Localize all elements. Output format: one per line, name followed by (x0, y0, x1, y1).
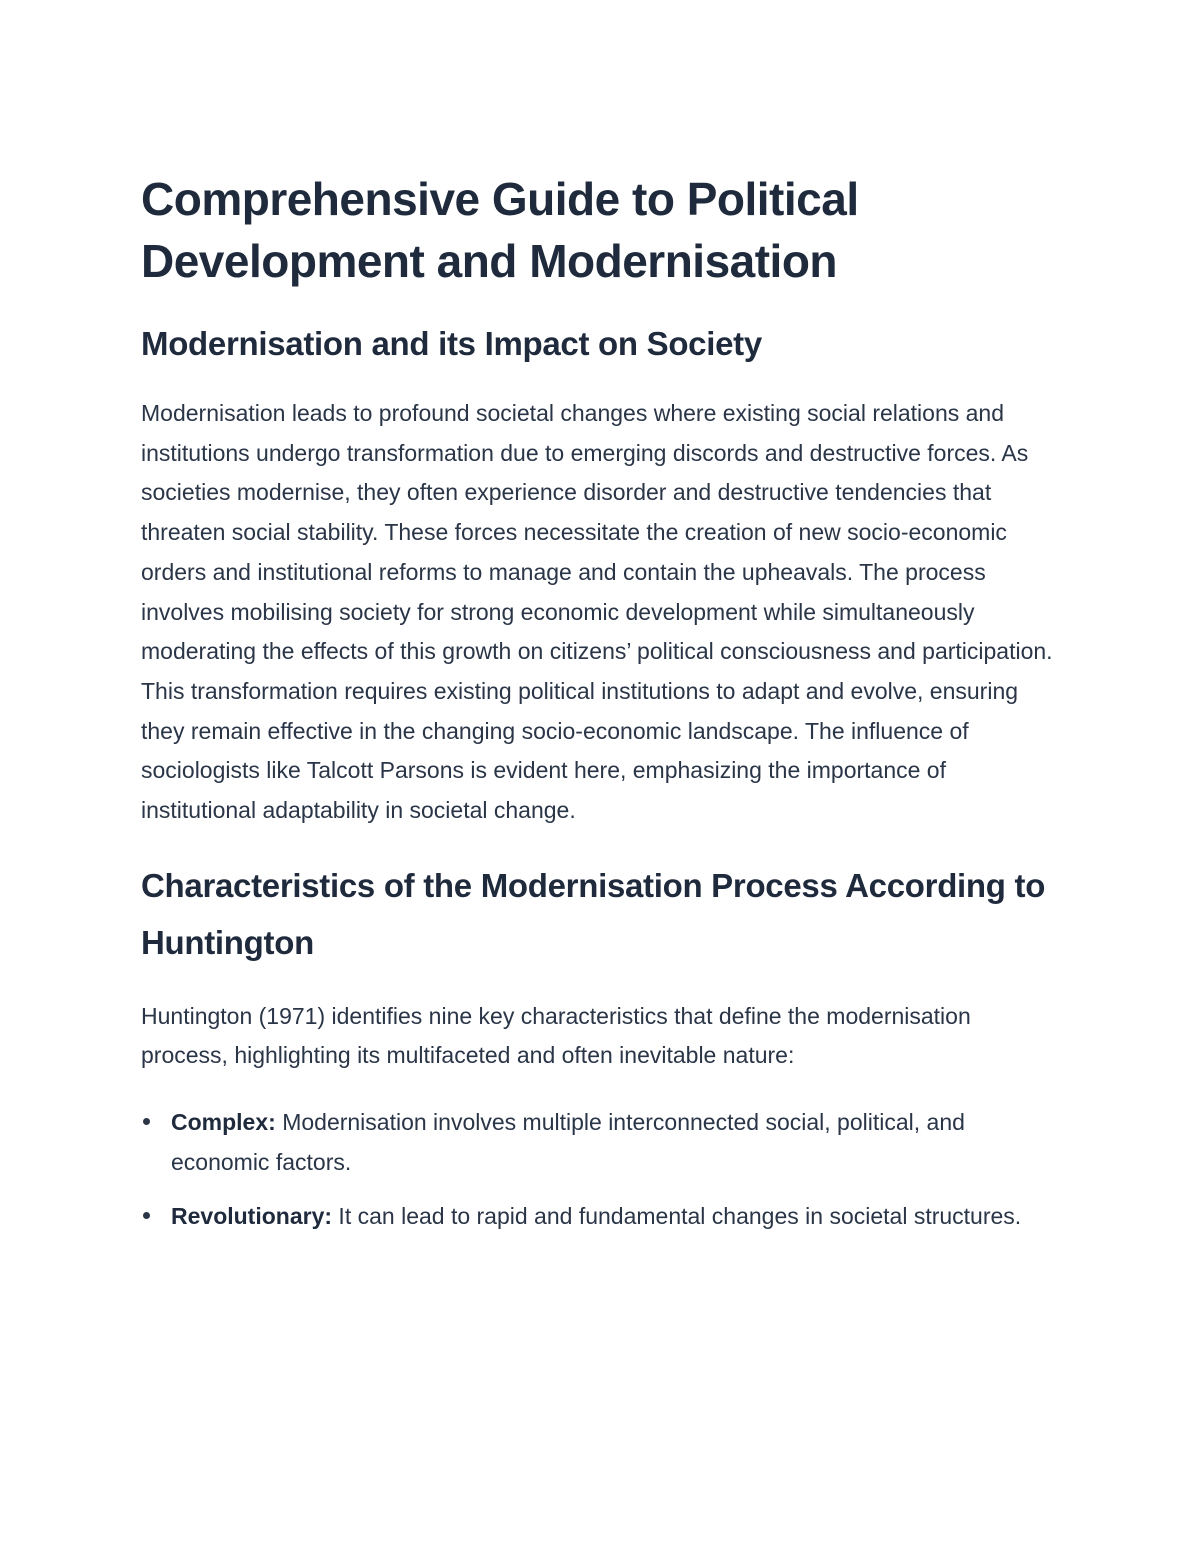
list-item-term: Revolutionary (171, 1203, 325, 1230)
list-item (141, 1102, 1056, 1182)
section-paragraph: Huntington (1971) identifies nine key characteristics that define the modernisation process, highlighting its multifaceted and often inevitable nature: (141, 1002, 971, 1069)
section-heading: Modernisation and its Impact on Society (141, 325, 762, 362)
list-item-text: It can lead to rapid and fundamental changes in societal structures. (332, 1203, 1022, 1230)
bullet-icon (143, 1212, 150, 1219)
list-item-term: Complex (171, 1109, 269, 1136)
section-heading: Characteristics of the Modernisation Process According to Huntington (141, 866, 1046, 961)
list-item-text: Modernisation involves multiple interconnected social, political, and economic factors. (171, 1109, 965, 1176)
section-huntington-characteristics (141, 857, 1061, 1236)
bullet-icon (143, 1118, 150, 1125)
section-modernisation-impact (141, 322, 1061, 831)
characteristics-list (141, 1102, 1061, 1236)
list-item (141, 1196, 1056, 1236)
section-paragraph: Modernisation leads to profound societal changes where existing social relations and institutions undergo transformation due to emerging discords and destructive forces. As societies modernise, they often experience disorder and destructive tendencies that threaten social stability. These forces necessitate the creation of new socio-economic orders and institutional reforms to manage and contain the upheavals. The process involves mobilising society for strong economic development while simultaneously moderating the effects of this growth on citizens’ political consciousness and participation. This transformation requires existing political institutions to adapt and evolve, ensuring they remain effective in the changing socio-economic landscape. The influence of sociologists like Talcott Parsons is evident here, emphasizing the importance of institutional adaptability in societal change. (141, 400, 1053, 824)
list-item-separator: : (324, 1203, 333, 1230)
document-page (141, 168, 1061, 1250)
document-title: Comprehensive Guide to Political Development and Modernisation (141, 173, 859, 287)
list-item-separator: : (268, 1109, 276, 1136)
